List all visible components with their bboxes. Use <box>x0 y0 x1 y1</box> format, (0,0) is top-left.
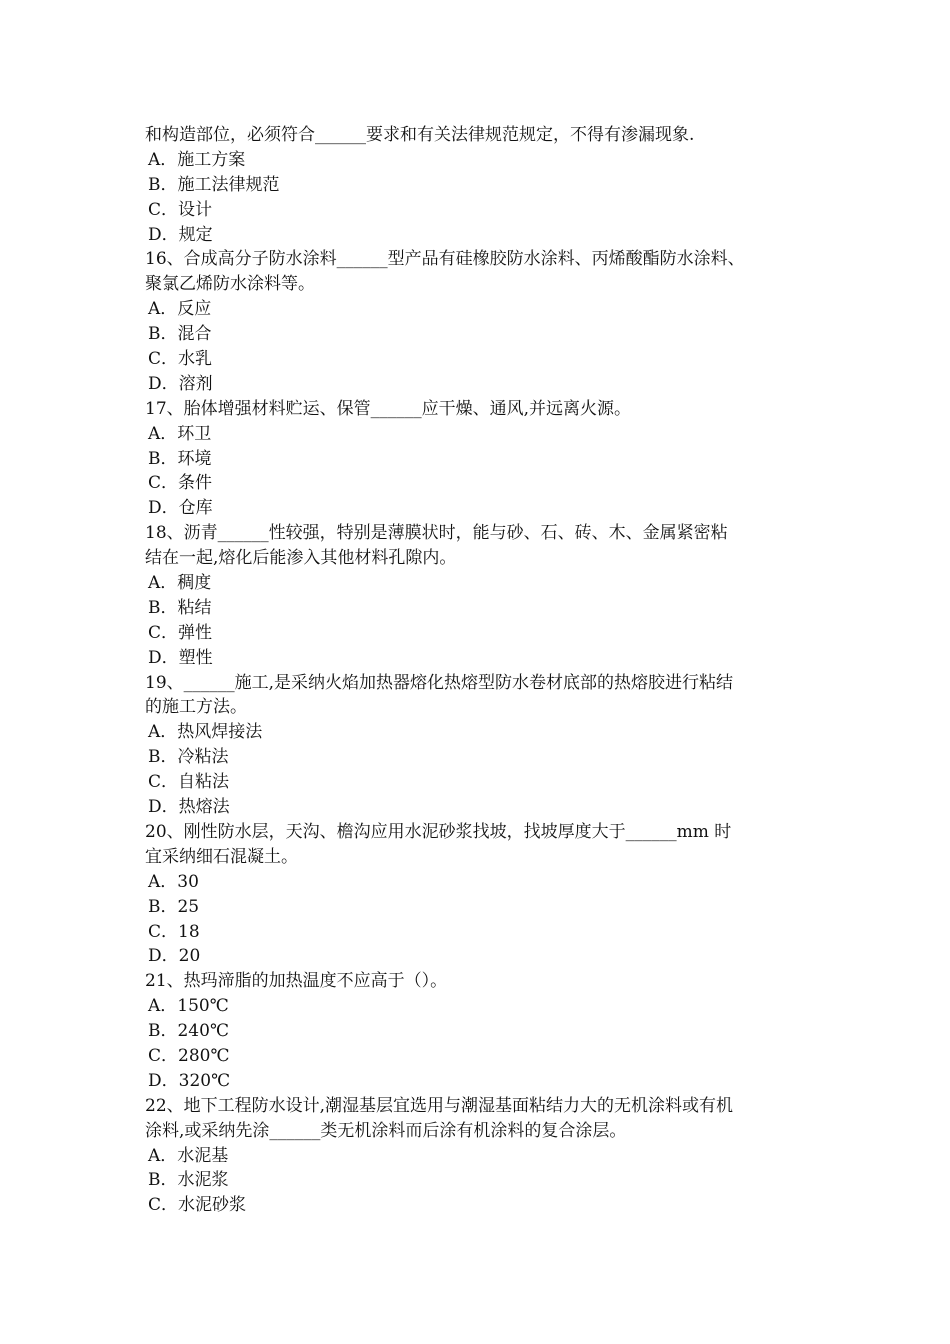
answer-option: B．施工法律规范 <box>148 174 280 195</box>
answer-option: B．环境 <box>148 448 212 469</box>
answer-option: D．规定 <box>148 224 213 245</box>
question-text-body <box>145 123 817 1218</box>
answer-option: A．热风焊接法 <box>148 722 263 743</box>
answer-option: B．冷粘法 <box>148 747 229 768</box>
answer-option: A．稠度 <box>148 573 212 594</box>
answer-option: D．塑性 <box>148 647 213 668</box>
answer-option: B．混合 <box>148 324 212 345</box>
question-line: 结在一起,熔化后能渗入其他材料孔隙内。 <box>145 548 457 569</box>
answer-option: C．条件 <box>148 473 213 494</box>
answer-option: D．320℃ <box>148 1070 231 1091</box>
answer-option: A．反应 <box>148 299 212 320</box>
question-line: 的施工方法。 <box>145 697 247 718</box>
answer-option: A．30 <box>148 871 199 892</box>
answer-option: A．150℃ <box>148 996 229 1017</box>
answer-option: C．280℃ <box>148 1045 230 1066</box>
answer-option: C．自粘法 <box>148 772 230 793</box>
question-line: 17、胎体增强材料贮运、保管______应干燥、通风,并远离火源。 <box>145 398 632 419</box>
answer-option: A．水泥基 <box>148 1145 229 1166</box>
answer-option: C．设计 <box>148 199 213 220</box>
question-line: 宜采纳细石混凝土。 <box>145 846 298 867</box>
answer-option: C．18 <box>148 921 200 942</box>
question-line: 20、刚性防水层，天沟、檐沟应用水泥砂浆找坡，找坡厚度大于______mm 时 <box>145 821 732 842</box>
question-line: 16、合成高分子防水涂料______型产品有硅橡胶防水涂料、丙烯酸酯防水涂料、 <box>145 249 745 270</box>
question-line: 19、______施工,是采纳火焰加热器熔化热熔型防水卷材底部的热熔胶进行粘结 <box>145 672 734 693</box>
answer-option: A．施工方案 <box>148 149 246 170</box>
answer-option: D．溶剂 <box>148 373 213 394</box>
question-line: 涂料,或采纳先涂______类无机涂料而后涂有机涂料的复合涂层。 <box>145 1120 627 1141</box>
answer-option: B．粘结 <box>148 597 212 618</box>
answer-option: C．水乳 <box>148 349 213 370</box>
answer-option: C．弹性 <box>148 622 213 643</box>
answer-option: D．20 <box>148 946 201 967</box>
question-line: 和构造部位，必须符合______要求和有关法律规范规定，不得有渗漏现象. <box>145 125 695 145</box>
question-line: 21、热玛渧脂的加热温度不应高于（）。 <box>145 971 448 992</box>
answer-option: B．240℃ <box>148 1021 229 1042</box>
answer-option: A．环卫 <box>148 423 212 444</box>
question-line: 聚氯乙烯防水涂料等。 <box>145 274 315 295</box>
answer-option: B．水泥浆 <box>148 1170 229 1191</box>
answer-option: D．热熔法 <box>148 797 230 818</box>
answer-option: B．25 <box>148 896 200 917</box>
question-line: 22、地下工程防水设计,潮湿基层宜选用与潮湿基面粘结力大的无机涂料或有机 <box>145 1095 734 1116</box>
answer-option: D．仓库 <box>148 498 213 519</box>
question-line: 18、沥青______性较强，特别是薄膜状时，能与砂、石、砖、木、金属紧密粘 <box>145 523 728 544</box>
answer-option: C．水泥砂浆 <box>148 1195 247 1216</box>
